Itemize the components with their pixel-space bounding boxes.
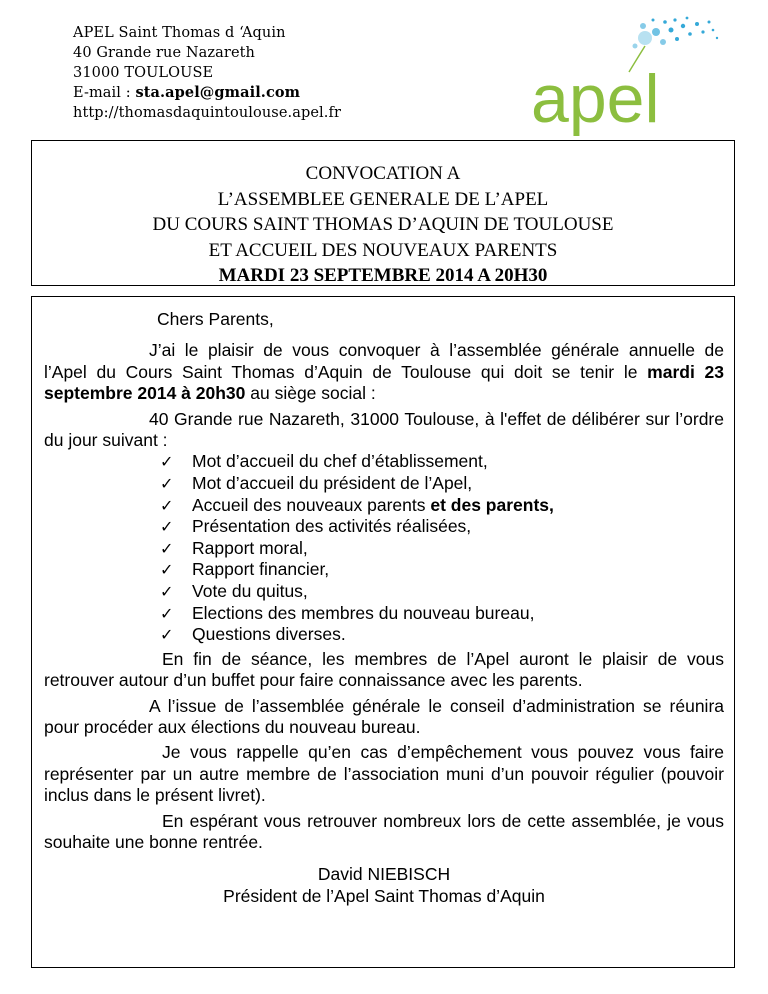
agenda-item [160, 516, 724, 538]
agenda-item-label [192, 538, 308, 559]
signature-title: Président de l’Apel Saint Thomas d’Aquin [223, 886, 545, 907]
check-icon: ✓ [160, 603, 174, 623]
paragraph-address: 40 Grande rue Nazareth, 31000 Toulouse, à l'effet de délibérer sur l’ordre du jour suivant : [44, 408, 724, 451]
agenda-item-label [192, 624, 346, 645]
title-date: MARDI 23 SEPTEMBRE 2014 A 20H30 [218, 265, 548, 286]
agenda-item-label [192, 559, 329, 580]
agenda-item-label [192, 451, 488, 472]
agenda-item [160, 581, 724, 603]
title-line-1: CONVOCATION A [305, 163, 461, 184]
agenda-item-text: Rapport moral, [192, 537, 308, 558]
agenda-item-text: Mot d’accueil du président de l’Apel, [192, 473, 473, 494]
check-icon: ✓ [160, 452, 174, 472]
agenda-item-text: Accueil des nouveaux parents [192, 494, 431, 515]
para1-text-b: au siège social : [245, 383, 376, 404]
city: 31000 TOULOUSE [73, 64, 214, 81]
check-icon: ✓ [160, 517, 174, 537]
agenda-item-label [192, 581, 308, 602]
agenda-item-text: Questions diverses. [192, 624, 346, 645]
agenda-item-label [192, 473, 472, 494]
agenda-item [160, 451, 724, 473]
paragraph-closing: En espérant vous retrouver nombreux lors de cette assemblée, je vous souhaite une bonne rentrée. [44, 810, 724, 853]
paragraph-convocation [44, 340, 724, 404]
paragraph-representation: Je vous rappelle qu’en cas d’empêchement vous pouvez vous faire représenter par un autre membre de l’association muni d’un pouvoir régulier (pouvoir inclus dans le présent livret). [44, 742, 724, 806]
check-icon: ✓ [160, 495, 174, 515]
logo-wordmark: apel [531, 61, 660, 137]
agenda-item [160, 495, 724, 517]
agenda-item [160, 603, 724, 625]
agenda-item [160, 559, 724, 581]
para1-date-bold: mardi 23 septembre 2014 à 20h30 [44, 361, 724, 404]
website-link[interactable]: http://thomasdaquintoulouse.apel.fr [73, 105, 341, 122]
apel-logo [525, 12, 725, 140]
check-icon: ✓ [160, 538, 174, 558]
agenda-item-label [192, 603, 534, 624]
agenda-item-text: Vote du quitus, [192, 581, 308, 601]
check-icon: ✓ [160, 560, 174, 580]
title-box [31, 140, 735, 286]
signature [44, 863, 724, 907]
agenda-item-text: Elections des membres du nouveau bureau, [192, 602, 535, 623]
agenda-item-label [192, 516, 471, 537]
agenda-item-label [192, 495, 554, 516]
para1-text-a: J’ai le plaisir de vous convoquer à l’assemblée générale annuelle de l’Apel du Cours Saint Thomas d’Aquin de Toulouse qui doit se tenir le [44, 340, 724, 382]
email-address[interactable]: sta.apel@gmail.com [135, 84, 301, 102]
agenda-item [160, 473, 724, 495]
letter-body [31, 296, 735, 968]
agenda-item-bold: et des parents, [430, 494, 554, 515]
email-label: E-mail : [73, 85, 136, 102]
paragraph-conseil: A l’issue de l’assemblée générale le conseil d’administration se réunira pour procéder aux élections du nouveau bureau. [44, 695, 724, 737]
title-line-2: L’ASSEMBLEE GENERALE DE L’APEL [217, 188, 549, 210]
paragraph-buffet: En fin de séance, les membres de l’Apel auront le plaisir de vous retrouver autour d’un buffet pour faire connaissance avec les parents. [44, 648, 724, 691]
title-line-3: DU COURS SAINT THOMAS D’AQUIN DE TOULOUSE [152, 214, 614, 235]
check-icon: ✓ [160, 625, 174, 645]
signature-name: David NIEBISCH [317, 864, 451, 885]
email-line [73, 83, 341, 104]
agenda-item [160, 538, 724, 560]
org-name: APEL Saint Thomas d ‘Aquin [73, 25, 286, 41]
agenda-item-text: Rapport financier, [192, 559, 330, 580]
agenda-item [160, 624, 724, 646]
title-line-4: ET ACCUEIL DES NOUVEAUX PARENTS [208, 239, 558, 261]
letterhead [73, 24, 341, 124]
agenda-list [44, 451, 724, 645]
street-address: 40 Grande rue Nazareth [73, 44, 255, 61]
check-icon: ✓ [160, 582, 174, 601]
agenda-item-text: Présentation des activités réalisées, [192, 516, 472, 537]
check-icon: ✓ [160, 474, 174, 494]
greeting: Chers Parents, [157, 309, 274, 329]
agenda-item-text: Mot d’accueil du chef d’établissement, [192, 451, 488, 472]
dandelion-seeds-icon [633, 17, 719, 49]
